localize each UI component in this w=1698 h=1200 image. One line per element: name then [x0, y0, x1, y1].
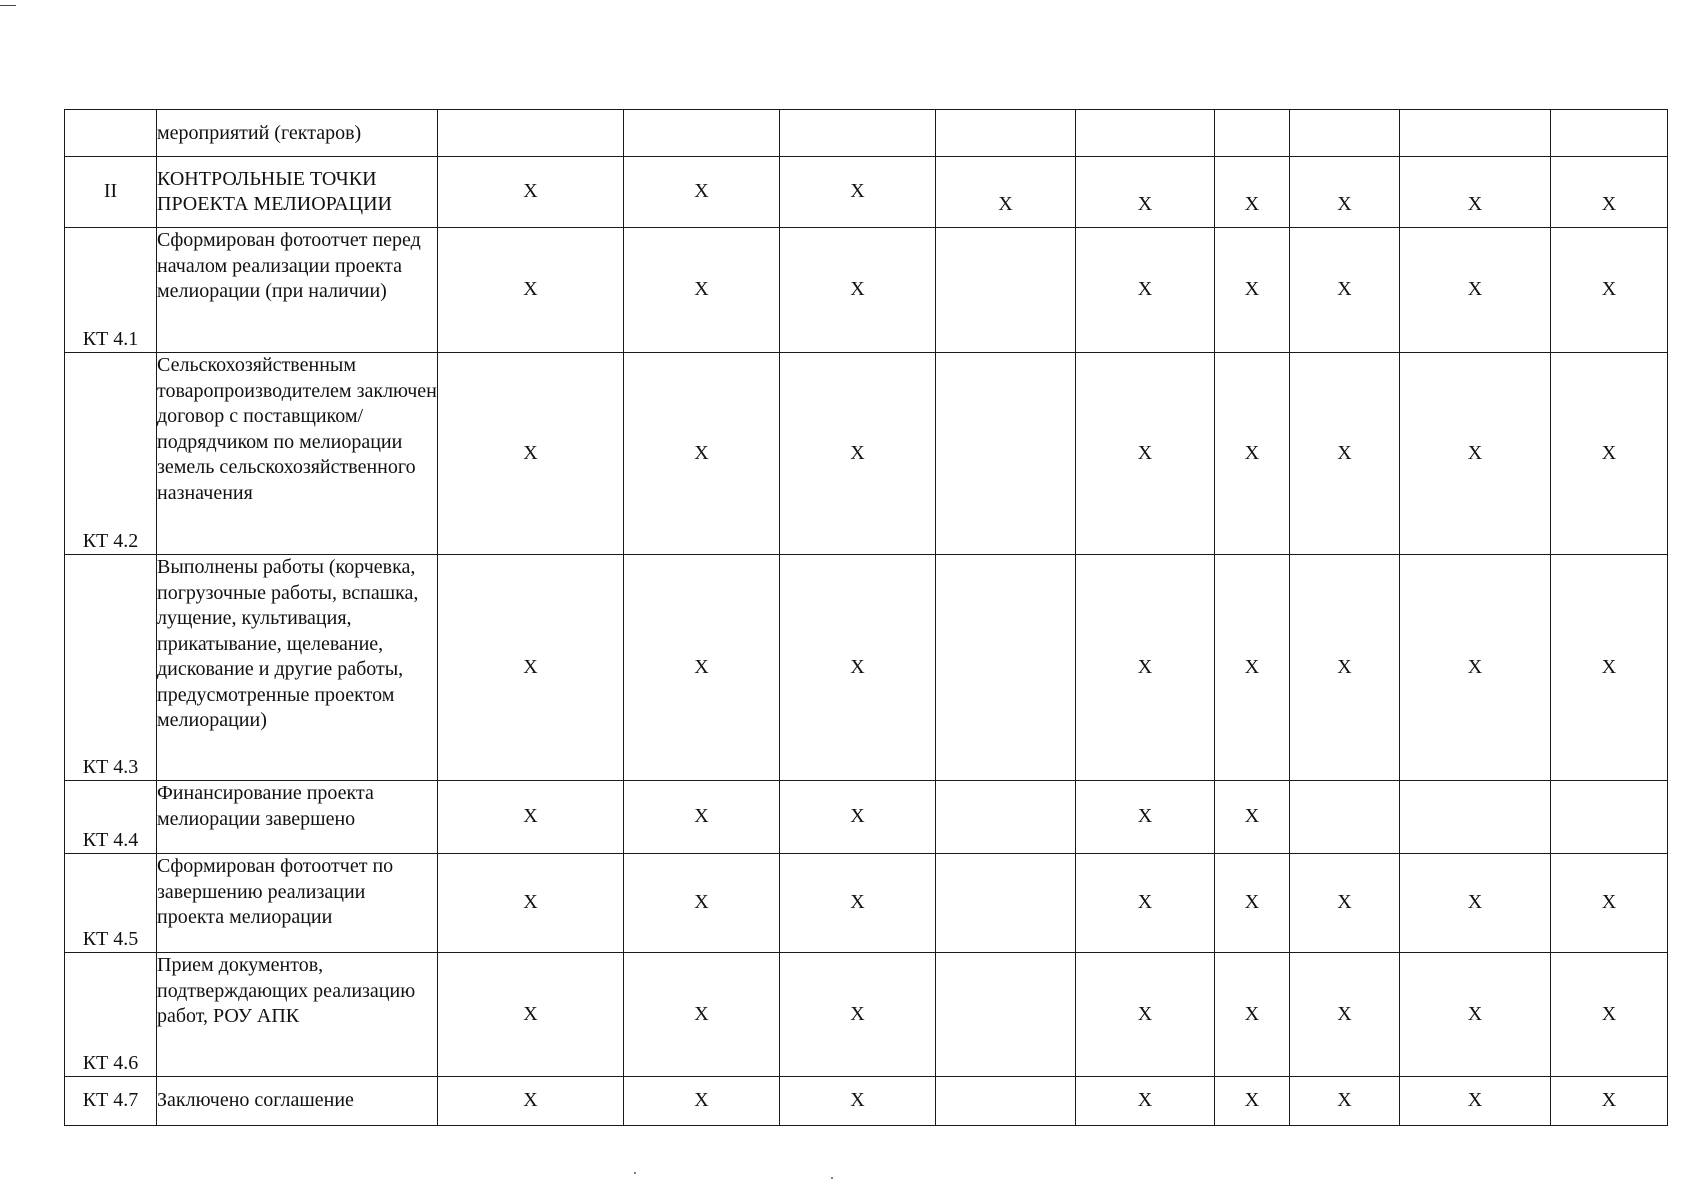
mark-cell: X — [1290, 353, 1400, 555]
mark-cell — [1551, 110, 1668, 157]
mark-cell: X — [780, 781, 936, 854]
mark-cell: X — [1400, 953, 1551, 1077]
mark-cell — [1215, 110, 1290, 157]
table-row — [65, 1077, 1668, 1126]
mark-cell: X — [1290, 157, 1400, 228]
mark-cell: X — [1290, 1077, 1400, 1126]
mark-cell: X — [1215, 555, 1290, 781]
scan-speck — [831, 1177, 833, 1179]
mark-cell: X — [1551, 555, 1668, 781]
mark-cell: X — [1551, 228, 1668, 353]
row-code: КТ 4.3 — [65, 555, 157, 781]
mark-cell: X — [1076, 953, 1215, 1077]
mark-cell: X — [1400, 157, 1551, 228]
mark-cell: X — [1400, 353, 1551, 555]
mark-cell: X — [624, 854, 780, 953]
row-code: КТ 4.2 — [65, 353, 157, 555]
mark-cell — [1290, 781, 1400, 854]
mark-cell: X — [1076, 228, 1215, 353]
mark-cell: X — [1076, 157, 1215, 228]
mark-cell: X — [780, 1077, 936, 1126]
mark-cell: X — [780, 228, 936, 353]
row-name: Финансирование проекта мелиорации завершено — [157, 781, 438, 854]
row-name: Сформирован фотоотчет перед началом реализации проекта мелиорации (при наличии) — [157, 228, 438, 353]
mark-cell: X — [1076, 854, 1215, 953]
mark-cell: X — [1551, 157, 1668, 228]
mark-cell: X — [1551, 1077, 1668, 1126]
mark-cell: X — [438, 953, 624, 1077]
mark-cell: X — [780, 555, 936, 781]
mark-cell — [780, 110, 936, 157]
mark-cell: X — [780, 953, 936, 1077]
row-code: КТ 4.4 — [65, 781, 157, 854]
mark-cell: X — [624, 953, 780, 1077]
row-name: Сформирован фотоотчет по завершению реализации проекта мелиорации — [157, 854, 438, 953]
mark-cell: X — [1215, 1077, 1290, 1126]
table-row — [65, 228, 1668, 353]
control-points-table — [64, 109, 1668, 1126]
mark-cell — [1290, 110, 1400, 157]
table-row — [65, 157, 1668, 228]
mark-cell — [936, 953, 1076, 1077]
mark-cell: X — [1551, 353, 1668, 555]
mark-cell: X — [624, 353, 780, 555]
row-code: КТ 4.1 — [65, 228, 157, 353]
mark-cell: X — [1290, 228, 1400, 353]
row-name: Заключено соглашение — [157, 1077, 438, 1126]
scan-speck — [634, 1172, 636, 1174]
row-code: КТ 4.5 — [65, 854, 157, 953]
mark-cell — [1551, 781, 1668, 854]
row-name: Сельскохозяйственным товаропроизводителем заключен договор с поставщиком/подрядчиком по мелиорации земель сельскохозяйственного назначения — [157, 353, 438, 555]
mark-cell: X — [438, 157, 624, 228]
row-code: II — [65, 157, 157, 228]
table-row — [65, 110, 1668, 157]
row-name: КОНТРОЛЬНЫЕ ТОЧКИ ПРОЕКТА МЕЛИОРАЦИИ — [157, 157, 438, 228]
mark-cell: X — [438, 1077, 624, 1126]
mark-cell: X — [1215, 157, 1290, 228]
mark-cell: X — [780, 353, 936, 555]
mark-cell — [936, 1077, 1076, 1126]
mark-cell — [936, 228, 1076, 353]
mark-cell: X — [936, 157, 1076, 228]
mark-cell: X — [1400, 228, 1551, 353]
mark-cell — [936, 353, 1076, 555]
mark-cell — [936, 110, 1076, 157]
mark-cell: X — [1290, 555, 1400, 781]
mark-cell: X — [1551, 854, 1668, 953]
mark-cell: X — [624, 781, 780, 854]
mark-cell: X — [1215, 854, 1290, 953]
mark-cell: X — [1400, 1077, 1551, 1126]
mark-cell: X — [1290, 854, 1400, 953]
mark-cell: X — [624, 157, 780, 228]
table-row — [65, 781, 1668, 854]
row-name: Выполнены работы (корчевка, погрузочные работы, вспашка, лущение, культивация, прикатывание, щелевание, дискование и другие работы, предусмотренные проектом мелиорации) — [157, 555, 438, 781]
mark-cell: X — [1076, 781, 1215, 854]
mark-cell: X — [1400, 555, 1551, 781]
mark-cell — [1400, 781, 1551, 854]
mark-cell — [936, 854, 1076, 953]
row-name: мероприятий (гектаров) — [157, 110, 438, 157]
mark-cell: X — [780, 157, 936, 228]
mark-cell: X — [1215, 953, 1290, 1077]
mark-cell: X — [1290, 953, 1400, 1077]
mark-cell — [936, 781, 1076, 854]
mark-cell: X — [624, 1077, 780, 1126]
row-code: КТ 4.6 — [65, 953, 157, 1077]
corner-tick-mark — [0, 5, 16, 6]
mark-cell — [936, 555, 1076, 781]
mark-cell — [1400, 110, 1551, 157]
mark-cell: X — [1400, 854, 1551, 953]
mark-cell: X — [1215, 228, 1290, 353]
mark-cell: X — [438, 228, 624, 353]
mark-cell: X — [438, 781, 624, 854]
mark-cell: X — [780, 854, 936, 953]
mark-cell — [438, 110, 624, 157]
table-row — [65, 854, 1668, 953]
table-row — [65, 555, 1668, 781]
mark-cell: X — [1551, 953, 1668, 1077]
mark-cell: X — [624, 555, 780, 781]
row-name: Прием документов, подтверждающих реализацию работ, РОУ АПК — [157, 953, 438, 1077]
row-code: КТ 4.7 — [65, 1077, 157, 1126]
mark-cell: X — [438, 854, 624, 953]
mark-cell — [624, 110, 780, 157]
table-row — [65, 953, 1668, 1077]
mark-cell — [1076, 110, 1215, 157]
mark-cell: X — [1076, 555, 1215, 781]
row-code — [65, 110, 157, 157]
mark-cell: X — [1076, 353, 1215, 555]
mark-cell: X — [1215, 353, 1290, 555]
mark-cell: X — [438, 555, 624, 781]
table-row — [65, 353, 1668, 555]
mark-cell: X — [624, 228, 780, 353]
mark-cell: X — [1076, 1077, 1215, 1126]
mark-cell: X — [1215, 781, 1290, 854]
mark-cell: X — [438, 353, 624, 555]
